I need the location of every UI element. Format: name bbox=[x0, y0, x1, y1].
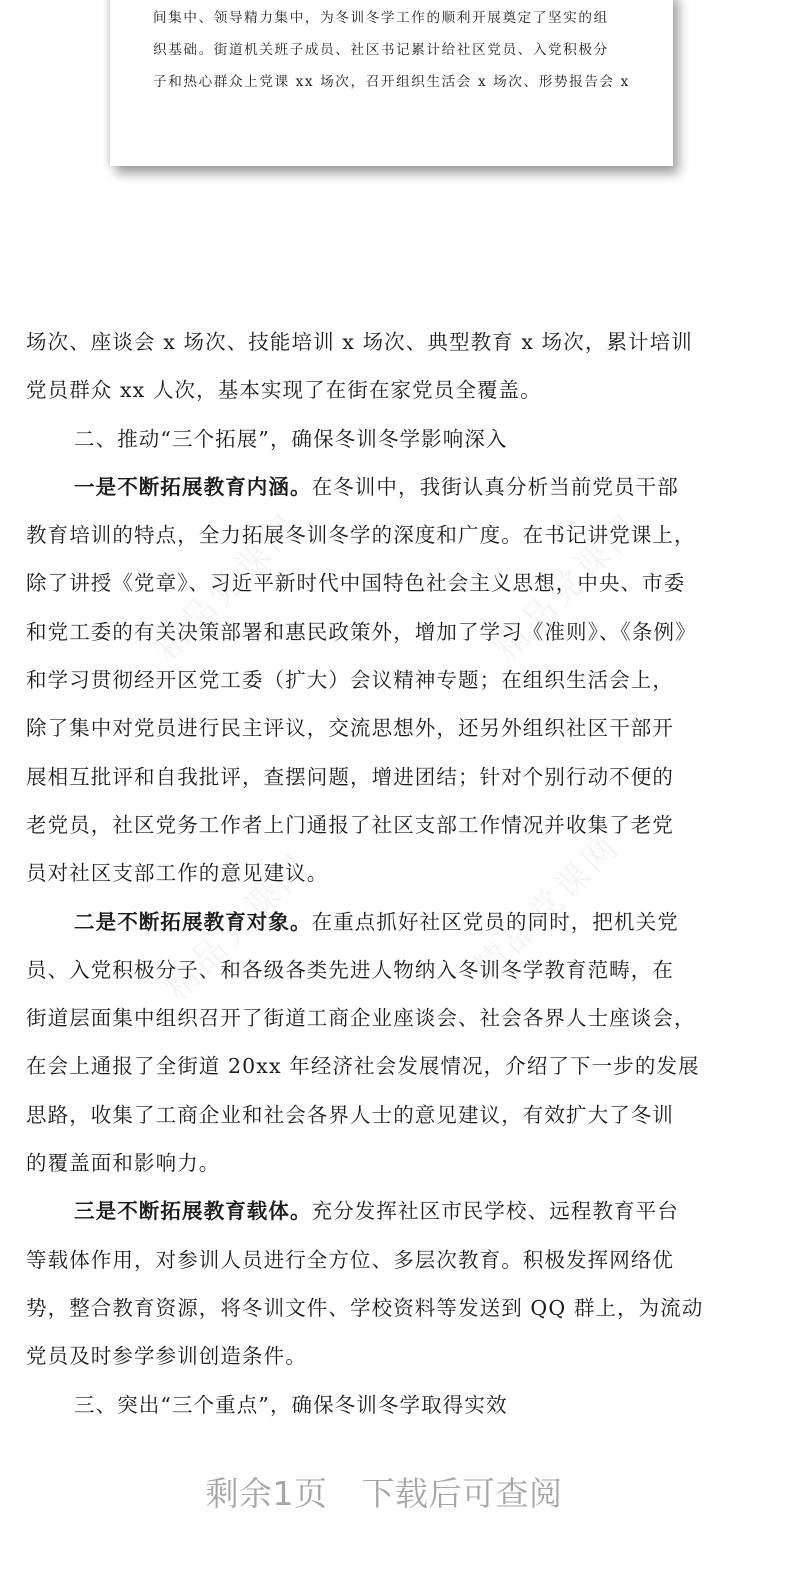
line-text: 展相互批评和自我批评，查摆问题，增进团结；针对个别行动不便的 bbox=[26, 764, 674, 789]
line-text: 教育培训的特点，全力拓展冬训冬学的深度和广度。在书记讲党课上， bbox=[26, 523, 696, 548]
line-text: 充分发挥社区市民学校、远程教育平台 bbox=[311, 1199, 679, 1224]
line-text: 老党员，社区党务工作者上门通报了社区支部工作情况并收集了老党 bbox=[26, 812, 674, 837]
document-line bbox=[26, 704, 774, 752]
preview-line: 子和热心群众上党课 xx 场次，召开组织生活会 x 场次、形势报告会 x bbox=[153, 74, 630, 90]
document-line bbox=[26, 849, 774, 897]
document-line bbox=[26, 1236, 774, 1284]
line-text: 在冬训中，我街认真分析当前党员干部 bbox=[311, 474, 679, 499]
document-line bbox=[26, 608, 774, 656]
remaining-pages-notice[interactable] bbox=[0, 1468, 768, 1515]
document-line bbox=[26, 559, 774, 607]
document-line bbox=[26, 994, 774, 1042]
document-line bbox=[26, 946, 774, 994]
document-line bbox=[26, 1091, 774, 1139]
paragraph-lead-line bbox=[26, 898, 774, 946]
preview-line: 间集中、领导精力集中，为冬训冬学工作的顺利开展奠定了坚实的组 bbox=[153, 10, 609, 26]
line-text: 和学习贯彻经开区党工委（扩大）会议精神专题；在组织生活会上， bbox=[26, 668, 674, 693]
line-text: 除了讲授《党章》、习近平新时代中国特色社会主义思想，中央、市委 bbox=[26, 571, 686, 596]
document-body bbox=[26, 318, 774, 1429]
remaining-pages-label: 剩余1页 bbox=[205, 1474, 328, 1513]
document-line bbox=[26, 1381, 774, 1429]
document-line bbox=[26, 753, 774, 801]
line-text: 势，整合教育资源，将冬训文件、学校资料等发送到 QQ 群上，为流动 bbox=[26, 1295, 704, 1320]
page-preview-card bbox=[110, 0, 673, 166]
line-text: 思路，收集了工商企业和社会各界人士的意见建议，有效扩大了冬训 bbox=[26, 1102, 674, 1127]
paragraph-heading: 三是不断拓展教育载体。 bbox=[74, 1199, 312, 1224]
document-line bbox=[26, 656, 774, 704]
line-text: 场次、座谈会 x 场次、技能培训 x 场次、典型教育 x 场次，累计培训 bbox=[26, 330, 693, 354]
paragraph-lead-line bbox=[26, 1187, 774, 1235]
paragraph-heading: 二是不断拓展教育对象。 bbox=[74, 909, 312, 934]
document-line bbox=[26, 1284, 774, 1332]
line-text: 除了集中对党员进行民主评议，交流思想外，还另外组织社区干部开 bbox=[26, 716, 674, 741]
paragraph-heading: 一是不断拓展教育内涵。 bbox=[74, 474, 312, 499]
document-line bbox=[26, 511, 774, 559]
line-text: 员对社区支部工作的意见建议。 bbox=[26, 861, 329, 886]
line-text: 党员群众 xx 人次，基本实现了在街在家党员全覆盖。 bbox=[26, 378, 542, 403]
document-line bbox=[26, 1332, 774, 1380]
document-line bbox=[26, 366, 774, 414]
document-line bbox=[26, 415, 774, 463]
line-text: 在会上通报了全街道 20xx 年经济社会发展情况，介绍了下一步的发展 bbox=[26, 1054, 700, 1079]
line-text: 等载体作用，对参训人员进行全方位、多层次教育。积极发挥网络优 bbox=[26, 1247, 674, 1272]
line-text: 的覆盖面和影响力。 bbox=[26, 1151, 221, 1176]
paragraph-lead-line bbox=[26, 463, 774, 511]
document-line bbox=[26, 1139, 774, 1187]
line-text: 在重点抓好社区党员的同时，把机关党 bbox=[311, 909, 679, 934]
line-text: 二、推动“三个拓展”，确保冬训冬学影响深入 bbox=[74, 426, 508, 451]
line-text: 员、入党积极分子、和各级各类先进人物纳入冬训冬学教育范畴，在 bbox=[26, 957, 674, 982]
line-text: 和党工委的有关决策部署和惠民政策外，增加了学习《准则》、《条例》 bbox=[26, 619, 697, 644]
line-text: 党员及时参学参训创造条件。 bbox=[26, 1344, 307, 1369]
line-text: 街道层面集中组织召开了街道工商企业座谈会、社会各界人士座谈会， bbox=[26, 1006, 696, 1031]
download-hint-label: 下载后可查阅 bbox=[361, 1474, 563, 1513]
preview-card-text bbox=[153, 2, 633, 98]
preview-line: 织基础。街道机关班子成员、社区书记累计给社区党员、入党积极分 bbox=[153, 42, 609, 58]
document-line bbox=[26, 318, 774, 366]
document-line bbox=[26, 1042, 774, 1090]
line-text: 三、突出“三个重点”，确保冬训冬学取得实效 bbox=[74, 1392, 508, 1417]
document-line bbox=[26, 801, 774, 849]
